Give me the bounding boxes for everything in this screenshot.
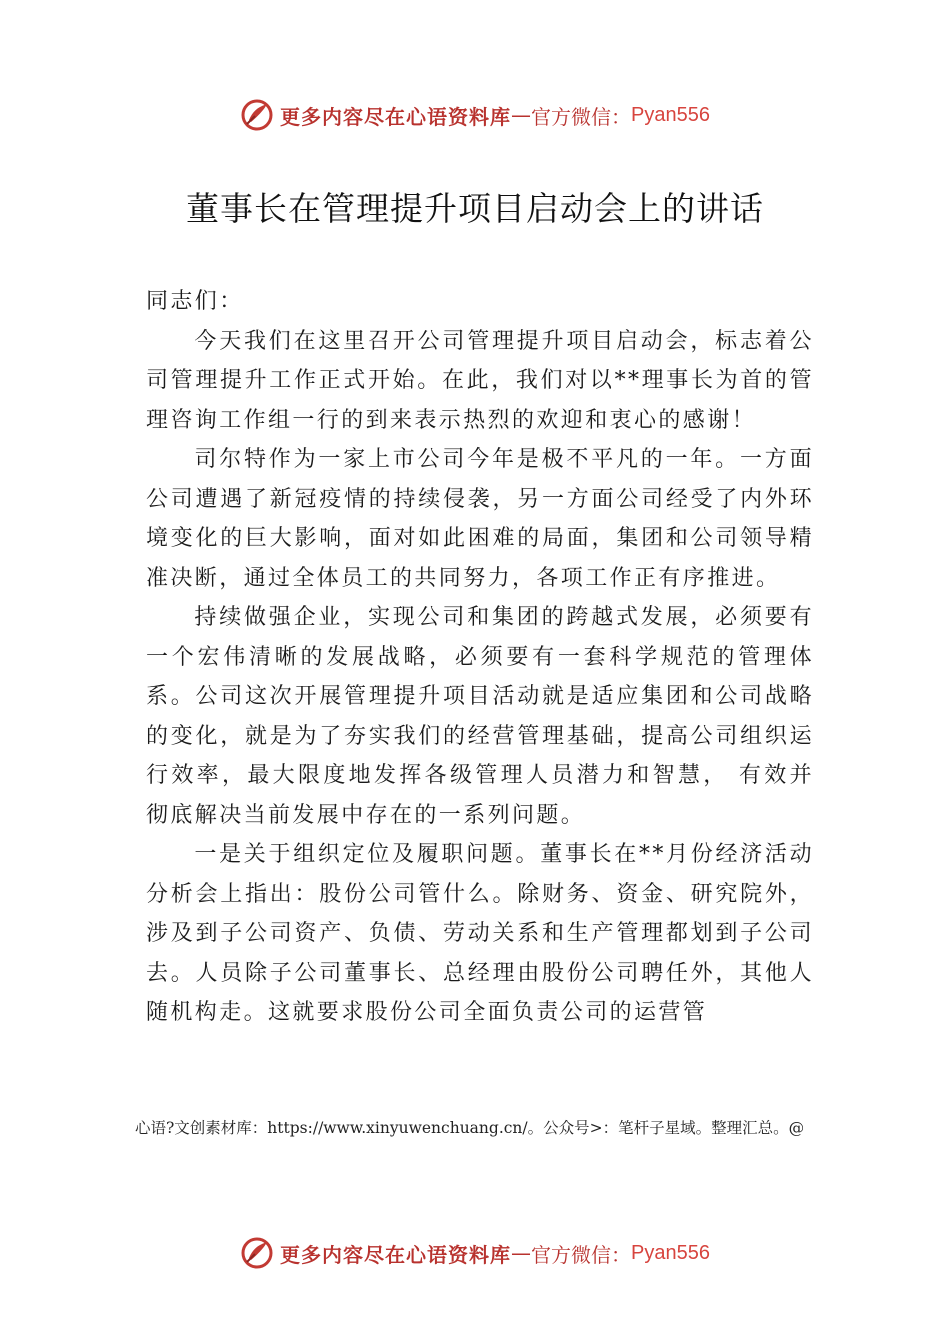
banner-dash: — — [511, 103, 532, 127]
banner-dash: — — [511, 1241, 532, 1265]
paragraph: 司尔特作为一家上市公司今年是极不平凡的一年。一方面公司遭遇了新冠疫情的持续侵袭，另一方面公司经受了内外环境变化的巨大影响，面对如此困难的局面，集团和公司领导精准决断，通过全体员工的共同努力，各项工作正有序推进。 — [146, 447, 814, 591]
paragraph: 持续做强企业，实现公司和集团的跨越式发展，必须要有一个宏伟清晰的发展战略，必须要有一套科学规范的管理体系。公司这次开展管理提升项目活动就是适应集团和公司战略的变化，就是为了夯实我们的经营管理基础，提高公司组织运行效率，最大限度地发挥各级管理人员潜力和智慧， 有效并彻底解决当前发展中存在的一系列问题。 — [146, 605, 814, 828]
banner-wechat-id: Pyan556 — [631, 1241, 710, 1264]
banner-wechat-label: 官方微信： — [531, 104, 632, 129]
brand-logo-icon — [240, 1236, 274, 1270]
document-body — [146, 282, 814, 1033]
brand-logo-icon — [240, 98, 274, 132]
footer-banner — [0, 1233, 950, 1273]
header-banner — [0, 95, 950, 135]
document-title: 董事长在管理提升项目启动会上的讲话 — [186, 189, 764, 228]
banner-main-text: 更多内容尽在心语资料库 — [280, 104, 512, 129]
banner-wechat-label: 官方微信： — [531, 1242, 632, 1267]
paragraph: 一是关于组织定位及履职问题。董事长在**月份经济活动分析会上指出：股份公司管什么。除财务、资金、研究院外，涉及到子公司资产、负债、劳动关系和生产管理都划到子公司去。人员除子公司董事长、总经理由股份公司聘任外，其他人随机构走。这就要求股份公司全面负责公司的运营管 — [146, 842, 814, 1025]
salutation: 同志们： — [146, 289, 244, 314]
paragraph: 今天我们在这里召开公司管理提升项目启动会，标志着公司管理提升工作正式开始。在此，我们对以**理事长为首的管理咨询工作组一行的到来表示热烈的欢迎和衷心的感谢！ — [146, 328, 814, 433]
banner-wechat-id: Pyan556 — [631, 103, 710, 126]
source-footnote: 心语?文创素材库：https://www.xinyuwenchuang.cn/。公众号>：笔杆子星域。整理汇总。@ — [135, 1119, 805, 1137]
banner-main-text: 更多内容尽在心语资料库 — [280, 1242, 512, 1267]
